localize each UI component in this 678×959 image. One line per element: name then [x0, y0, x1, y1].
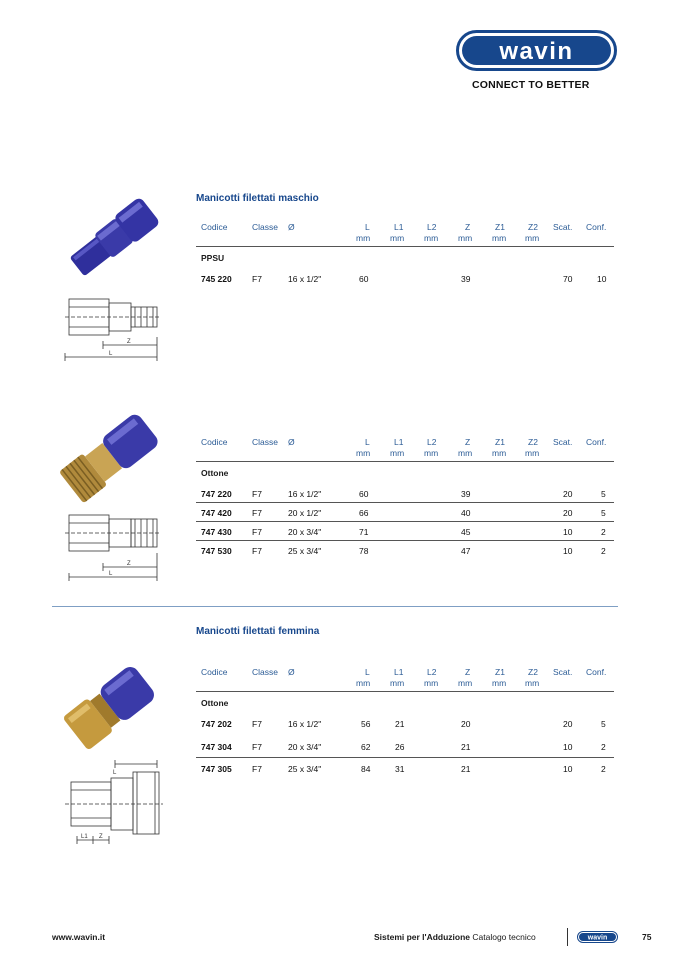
- fitting-photo-ottone-maschio: [58, 405, 168, 505]
- technical-drawing-ottone-maschio: [63, 509, 163, 581]
- brand-tagline: CONNECT TO BETTER: [472, 79, 590, 91]
- svg-text:L: L: [109, 351, 113, 357]
- svg-text:L1: L1: [81, 834, 88, 840]
- svg-text:wavin: wavin: [499, 38, 574, 65]
- row-separator: [196, 757, 614, 758]
- page-number: 75: [642, 932, 652, 942]
- header-rule: [196, 246, 614, 247]
- svg-text:L: L: [113, 770, 117, 776]
- table-header: Codice Classe Ø L L1 L2 Z Z1 Z2 Scat. Conf. mm mm mm mm mm mm: [201, 222, 607, 243]
- footer-separator: [567, 928, 568, 946]
- wavin-logo: [456, 30, 617, 71]
- material-label: Ottone: [201, 468, 229, 478]
- table-maschio-ottone: Codice Classe Ø L L1 L2 Z Z1 Z2 Scat. Conf. mm mm mm mm mm mm Ottone 747 220 F7 16 x 1/2" 60 39 20 5 747 420 F7 20 x 1/2" 66 40 20 5 747 430 F7 20 x 3/4" 71 45 10 2 747 530 F7 25 x 3/4" 78 47 10 2: [196, 437, 614, 462]
- section-title-femmina: Manicotti filettati femmina: [196, 626, 320, 637]
- svg-text:L: L: [109, 571, 113, 577]
- footer-website-link[interactable]: www.wavin.it: [52, 932, 106, 942]
- table-header: Codice Classe Ø L L1 L2 Z Z1 Z2 Scat. Conf. mm mm mm mm mm mm: [201, 437, 607, 458]
- footer-catalog-title: Sistemi per l'Adduzione Catalogo tecnico: [374, 932, 536, 942]
- row-separator: [196, 502, 614, 503]
- fitting-photo-ottone-femmina: [60, 658, 160, 756]
- header-rule: [196, 461, 614, 462]
- fitting-photo-ppsu: [62, 188, 167, 288]
- material-label: PPSU: [201, 253, 225, 263]
- svg-text:Z: Z: [99, 834, 103, 840]
- header-rule: [196, 691, 614, 692]
- material-label: Ottone: [201, 698, 229, 708]
- section-title-maschio: Manicotti filettati maschio: [196, 193, 319, 204]
- row-separator: [196, 521, 614, 522]
- svg-text:Z: Z: [127, 561, 131, 567]
- row-separator: [196, 540, 614, 541]
- technical-drawing-maschio: [63, 293, 163, 365]
- table-femmina-ottone: Codice Classe Ø L L1 L2 Z Z1 Z2 Scat. Conf. mm mm mm mm mm mm Ottone 747 202 F7 16 x 1/2" 56 21 20 20 5 747 304 F7 20 x 3/4" 62 26 21 10 2 747 305 F7 25 x 3/4" 84 31 21 10 2: [196, 667, 614, 692]
- technical-drawing-femmina: [63, 760, 165, 846]
- table-header: Codice Classe Ø L L1 L2 Z Z1 Z2 Scat. Conf. mm mm mm mm mm mm: [201, 667, 607, 688]
- footer-wavin-logo: [577, 931, 618, 943]
- svg-text:Z: Z: [127, 339, 131, 345]
- svg-text:wavin: wavin: [587, 934, 608, 942]
- table-maschio-ppsu: Codice Classe Ø L L1 L2 Z Z1 Z2 Scat. Conf. mm mm mm mm mm mm PPSU 745 220 F7 16 x 1/2" 60 39 70 10: [196, 222, 614, 247]
- section-divider: [52, 606, 618, 607]
